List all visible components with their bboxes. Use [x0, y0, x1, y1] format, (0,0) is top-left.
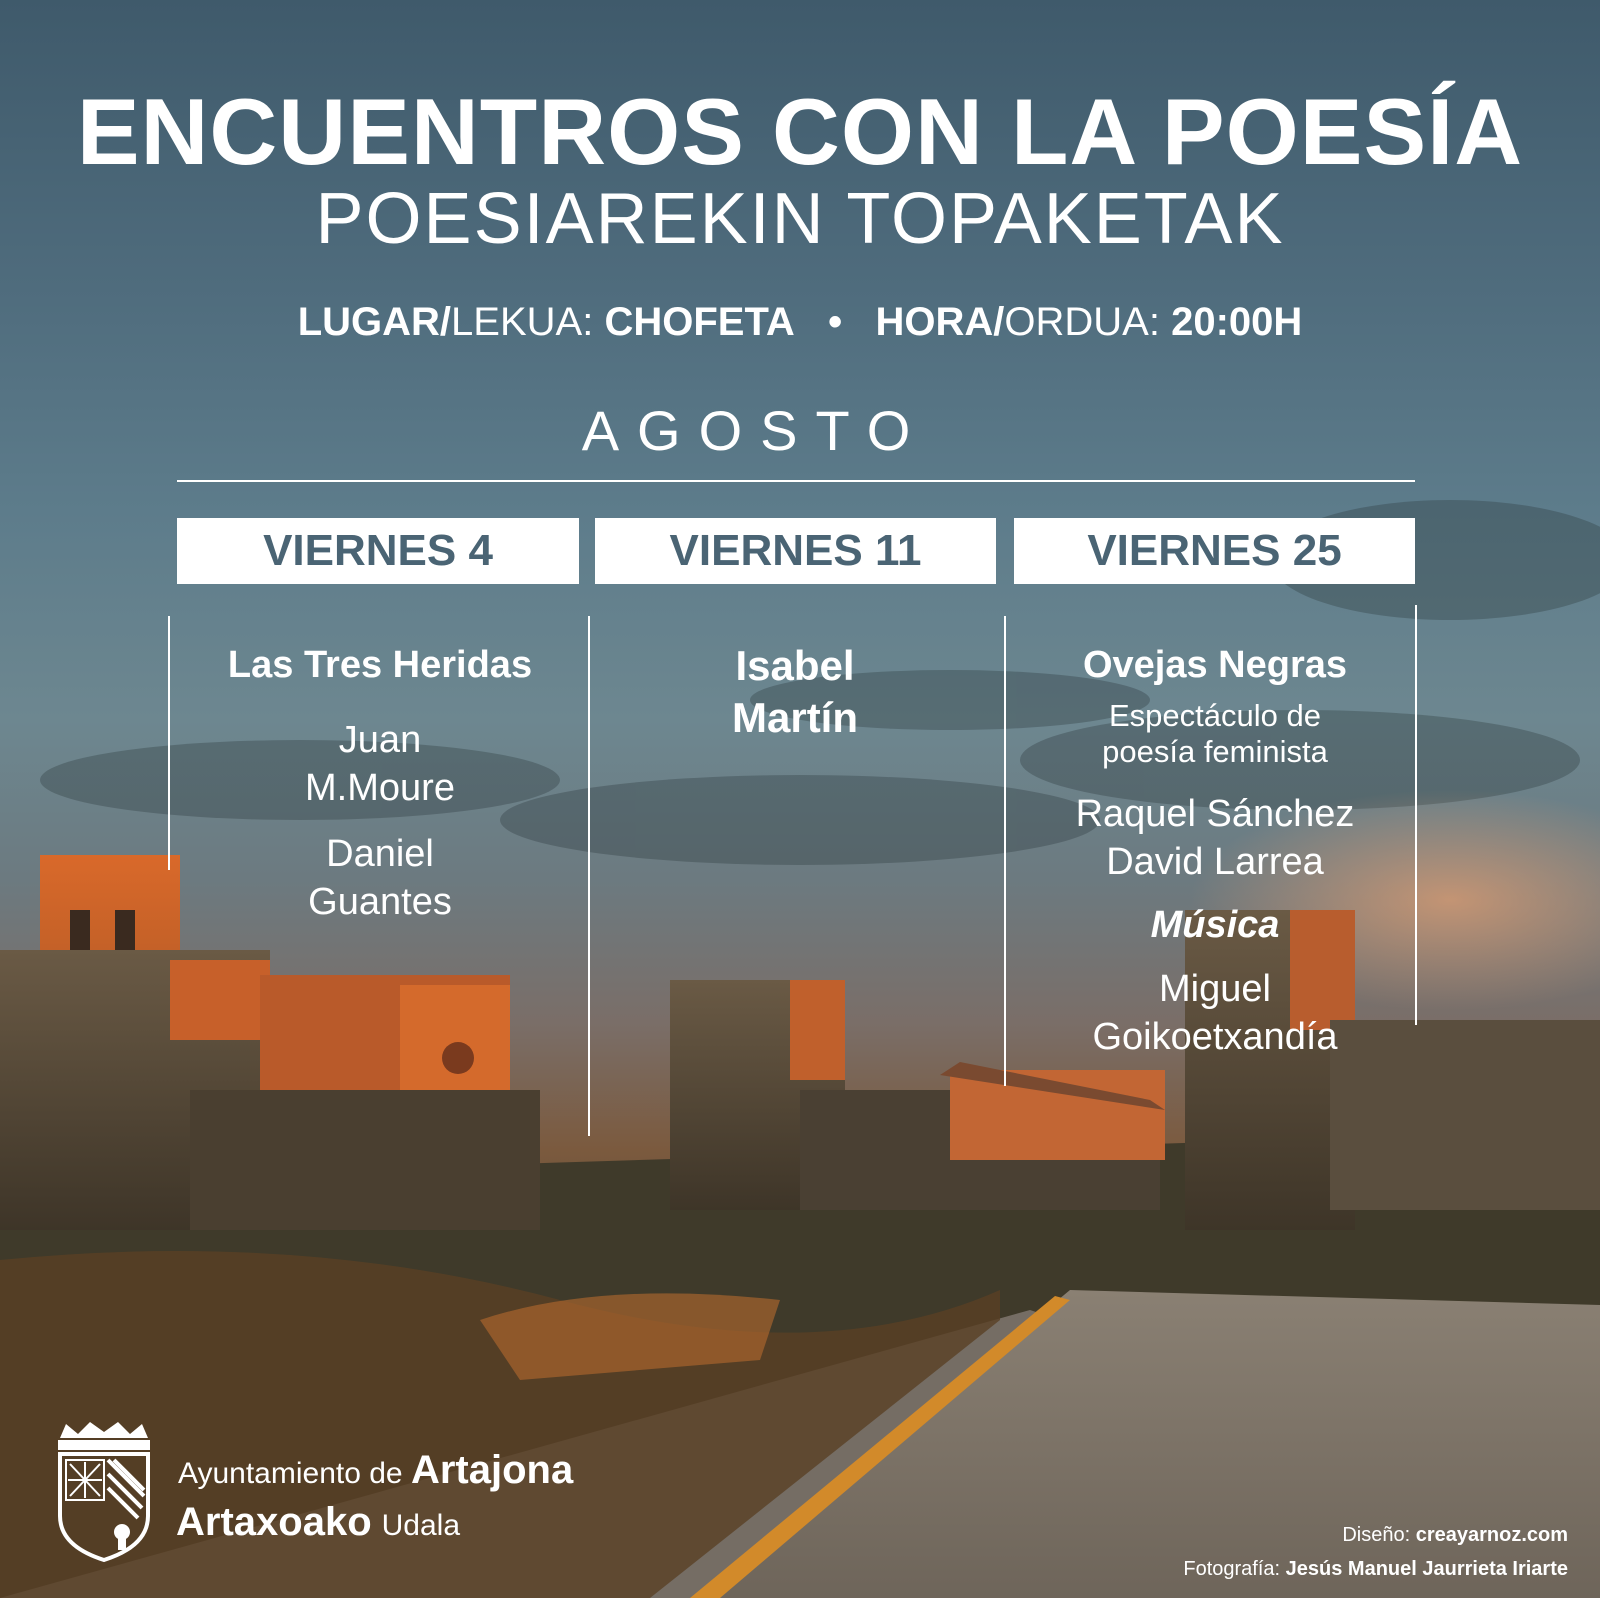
design-label: Diseño: [1342, 1524, 1416, 1546]
design-value: creayarnoz.com [1415, 1524, 1568, 1546]
month-heading: AGOSTO [581, 399, 929, 462]
town-name-eu: Artaxoako [176, 1500, 372, 1544]
credits [1183, 1518, 1568, 1586]
ayuntamiento-text: Ayuntamiento de [178, 1457, 403, 1490]
municipality-name-eu [176, 1500, 460, 1545]
musician-name-line: Miguel [1159, 968, 1271, 1010]
title: ENCUENTROS CON LA POESÍA [76, 79, 1524, 184]
performer-name-line: M.Moure [305, 767, 455, 809]
design-credit [1183, 1518, 1568, 1552]
event-column-3 [1015, 642, 1415, 1061]
column-divider-middle-2 [1004, 616, 1006, 1086]
show-description-line: poesía feminista [1102, 734, 1328, 769]
day-label-1: VIERNES 4 [177, 518, 579, 584]
separator-dot: • [828, 300, 843, 344]
hora-value: 20:00H [1171, 300, 1303, 344]
photo-value: Jesús Manuel Jaurrieta Iriarte [1285, 1558, 1568, 1580]
venue-time-line [0, 300, 1600, 345]
column-divider-middle-1 [588, 616, 590, 1136]
performer-name-line: Raquel Sánchez [1075, 793, 1355, 835]
column-divider-right [1415, 605, 1417, 1025]
performer-name-line: Martín [732, 694, 858, 741]
hora-label-es: HORA/ [875, 300, 1005, 344]
day-label-3: VIERNES 25 [1014, 518, 1415, 584]
event-column-1 [180, 642, 580, 926]
udala-text: Udala [381, 1509, 461, 1542]
performer-name-line: Daniel [326, 833, 434, 875]
performer-name-line: Juan [338, 719, 422, 761]
performer-name-line: Guantes [308, 881, 452, 923]
column-divider-left [168, 616, 170, 870]
photo-credit [1183, 1552, 1568, 1586]
event-column-2 [595, 640, 995, 744]
coat-of-arms-icon [52, 1420, 156, 1562]
month-divider [177, 480, 1415, 482]
musician-name-line: Goikoetxandía [1092, 1016, 1338, 1058]
day-label-2: VIERNES 11 [595, 518, 996, 584]
group-name: Las Tres Heridas [227, 644, 533, 686]
lugar-label-es: LUGAR/ [297, 300, 452, 344]
hora-label-eu: ORDUA: [1004, 300, 1172, 344]
show-description-line: Espectáculo de [1109, 698, 1321, 733]
music-label: Música [1150, 904, 1280, 946]
performer-name-line: David Larrea [1106, 841, 1324, 883]
lugar-label-eu: LEKUA: [451, 300, 605, 344]
lugar-value: CHOFETA [604, 300, 795, 344]
performer-name-line: Isabel [735, 642, 855, 689]
municipality-name-es [178, 1448, 573, 1493]
subtitle: POESIAREKIN TOPAKETAK [315, 179, 1285, 259]
photo-label: Fotografía: [1183, 1558, 1286, 1580]
town-name: Artajona [410, 1448, 574, 1492]
group-name: Ovejas Negras [1082, 644, 1348, 686]
